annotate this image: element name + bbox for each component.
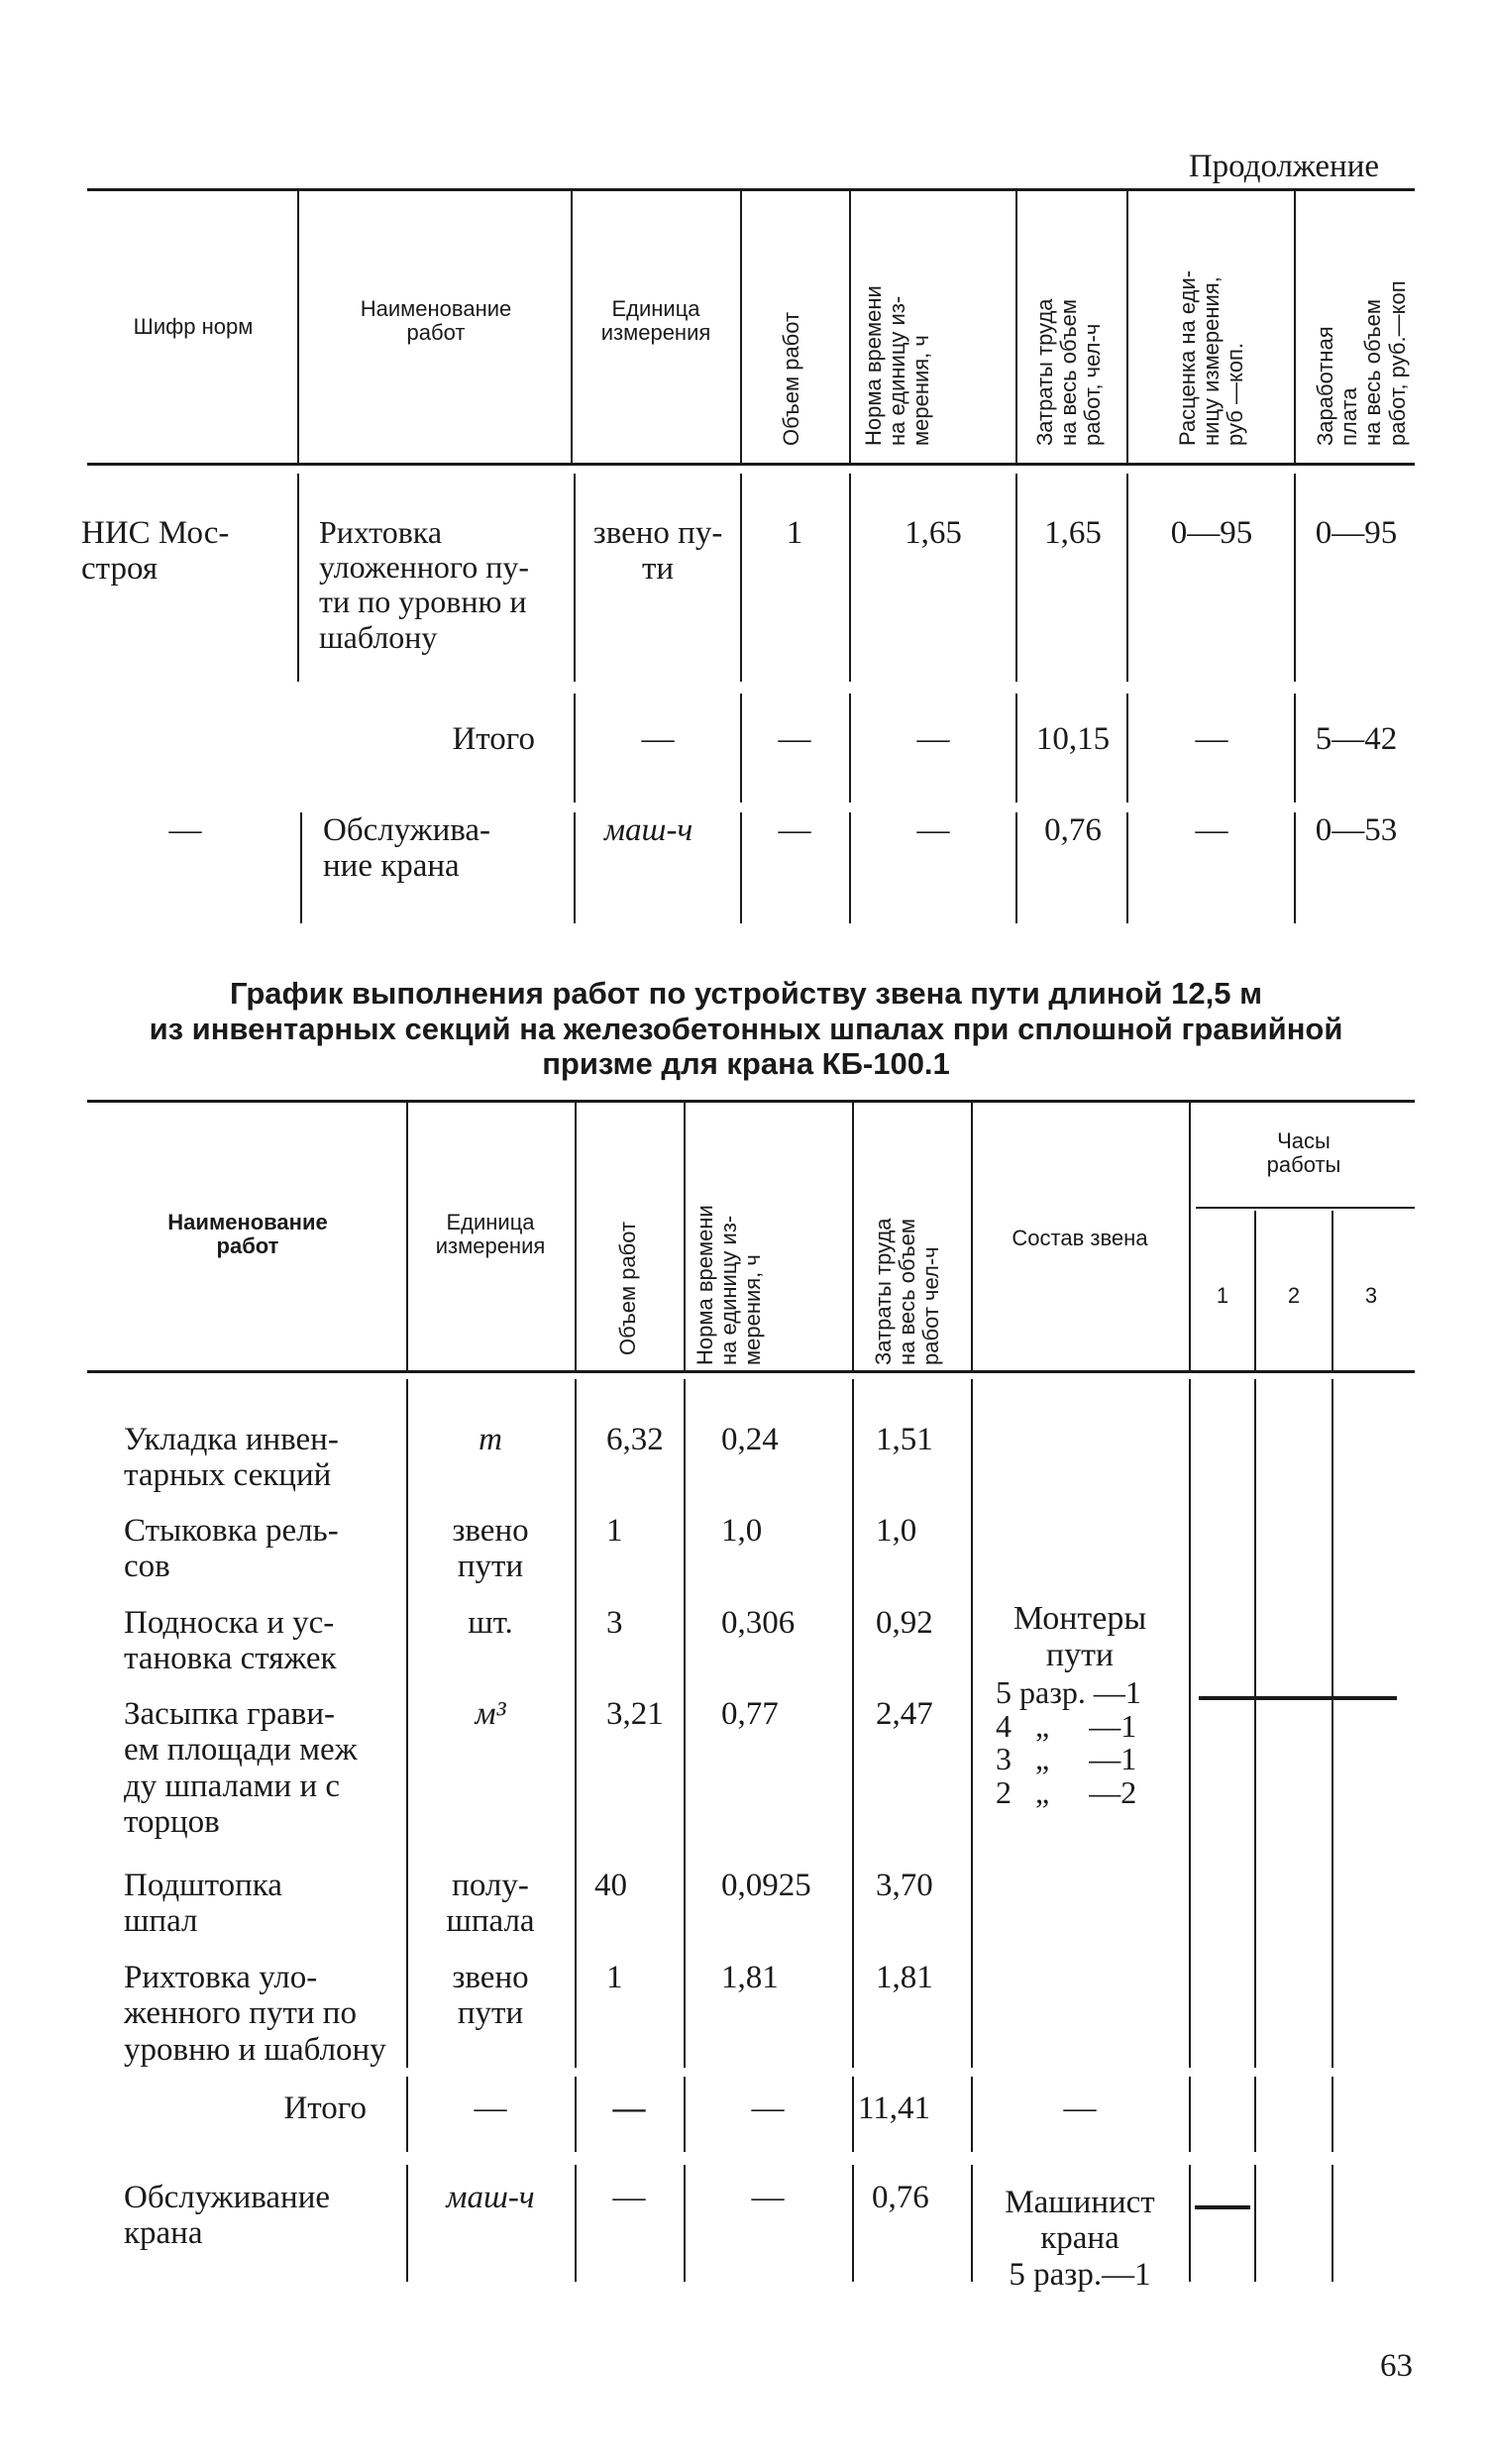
t1-header-wage: Заработная плата на весь объем работ, руб.—коп xyxy=(1313,280,1410,446)
t1-total-labor: 10,15 xyxy=(1035,721,1111,757)
t1-row-volume: 1 xyxy=(786,515,803,551)
t1-service-name: Обслужива- ние крана xyxy=(323,812,491,885)
t1-total-divider xyxy=(1015,694,1017,803)
t2-row-unit: звено пути xyxy=(452,1513,529,1585)
t2-row-name: Подноска и ус- тановка стяжек xyxy=(124,1605,337,1677)
t2-header-labor: Затраты труда на весь объем работ чел-ч xyxy=(871,1218,944,1365)
t2-crew-lines: 5 разр. —1 4 „ —1 3 „ —1 2 „ —2 xyxy=(996,1674,1141,1810)
t2-total-time-norm: — xyxy=(751,2090,785,2126)
t1-service-code: — xyxy=(168,812,202,848)
t2-header-name: Наименование работ xyxy=(167,1210,328,1259)
t2-service-crew: Машинист крана 5 разр.—1 xyxy=(1005,2185,1155,2293)
t1-service-divider xyxy=(300,812,302,923)
t2-row-unit: звено пути xyxy=(452,1960,529,2032)
t2-row-time-norm: 1,81 xyxy=(721,1960,779,1995)
t1-service-wage: 0—53 xyxy=(1315,812,1398,848)
t2-row-unit: т xyxy=(479,1422,502,1457)
t1-row-code: НИС Мос- строя xyxy=(81,515,230,588)
t1-service-unit: маш-ч xyxy=(604,812,693,848)
t1-row-time-norm: 1,65 xyxy=(905,515,962,551)
t1-hdr-divider xyxy=(1294,191,1296,463)
schedule-title: График выполнения работ по устройству звена пути длиной 12,5 м из инвентарных секций на железобетонных шпалах при сплошной гравийной призме для крана КБ-100.1 xyxy=(149,976,1343,1082)
gantt-bar-work xyxy=(1199,1696,1397,1700)
t1-row-name: Рихтовка уложенного пу- ти по уровню и шаблону xyxy=(319,514,530,655)
t1-total-unit: — xyxy=(641,721,675,757)
t2-body-divider xyxy=(1332,1379,1333,2068)
t1-total-label: Итого xyxy=(452,721,535,757)
t1-service-divider xyxy=(849,812,851,923)
page-number: 63 xyxy=(1380,2348,1413,2384)
t1-hdr-divider xyxy=(571,191,573,463)
t2-header-unit: Единица измерения xyxy=(435,1210,546,1259)
t2-service-divider xyxy=(1332,2165,1333,2282)
t1-total-divider xyxy=(1294,694,1296,803)
t2-row-labor: 2,47 xyxy=(876,1696,933,1732)
table-2-hours-rule xyxy=(1196,1207,1415,1209)
t2-body-divider xyxy=(684,1379,686,2068)
t2-hdr-divider xyxy=(1254,1211,1256,1370)
t2-total-divider xyxy=(1254,2077,1256,2152)
gantt-bar-crane xyxy=(1195,2205,1250,2209)
t2-service-divider xyxy=(1254,2165,1256,2282)
t2-service-time-norm: — xyxy=(751,2180,785,2215)
t2-row-name: Стыковка рель- сов xyxy=(124,1513,339,1585)
t1-row-labor: 1,65 xyxy=(1044,515,1102,551)
t1-hdr-divider xyxy=(1015,191,1017,463)
t2-header-hour-3: 3 xyxy=(1364,1283,1378,1308)
t1-service-divider xyxy=(574,812,576,923)
t2-total-labor: 11,41 xyxy=(858,2090,931,2126)
t2-row-unit: полу- шпала xyxy=(446,1868,535,1940)
t2-hdr-divider xyxy=(575,1103,577,1370)
t2-hdr-divider xyxy=(684,1103,686,1370)
t2-body-divider xyxy=(575,1379,577,2068)
t1-body-divider xyxy=(1294,474,1296,682)
t1-hdr-divider xyxy=(1126,191,1128,463)
t1-header-name: Наименование работ xyxy=(360,296,512,346)
t2-header-time-norm: Норма времени на единицу из- мерения, ч xyxy=(693,1205,766,1365)
t1-service-time-norm: — xyxy=(916,812,950,848)
t2-total-divider xyxy=(1189,2077,1191,2152)
t1-service-rate: — xyxy=(1195,812,1228,848)
table-2-top-rule xyxy=(87,1100,1415,1103)
t2-body-divider xyxy=(971,1379,973,2068)
t2-header-volume: Объем работ xyxy=(615,1221,640,1355)
t1-hdr-divider xyxy=(740,191,742,463)
t1-total-divider xyxy=(849,694,851,803)
t2-row-volume: 40 xyxy=(594,1868,627,1903)
t1-header-time-norm: Норма времени на единицу из- мерения, ч xyxy=(861,285,934,446)
t1-service-divider xyxy=(1126,812,1128,923)
t1-service-divider xyxy=(1015,812,1017,923)
table-1-top-rule xyxy=(87,188,1415,191)
t1-service-divider xyxy=(1294,812,1296,923)
t2-row-labor: 3,70 xyxy=(876,1868,933,1903)
t1-total-divider xyxy=(1126,694,1128,803)
t1-row-unit: звено пу- ти xyxy=(592,515,723,588)
t2-service-volume: — xyxy=(612,2180,646,2215)
t1-row-wage: 0—95 xyxy=(1315,515,1398,551)
t2-row-labor: 1,81 xyxy=(876,1960,933,1995)
table-1-header-rule xyxy=(87,463,1415,466)
t1-header-rate: Расценка на еди- ницу измерения, руб —коп. xyxy=(1175,269,1248,446)
t2-row-volume: 6,32 xyxy=(606,1422,664,1457)
t2-row-volume: 3 xyxy=(606,1605,623,1641)
t1-total-time-norm: — xyxy=(916,721,950,757)
t2-row-name: Укладка инвен- тарных секций xyxy=(124,1422,339,1494)
t2-row-name: Подштопка шпал xyxy=(124,1868,282,1940)
t1-total-rate: — xyxy=(1195,721,1228,757)
t1-body-divider xyxy=(1015,474,1017,682)
t2-total-unit: — xyxy=(474,2090,507,2126)
t1-header-labor: Затраты труда на весь объем работ, чел-ч xyxy=(1032,298,1106,446)
t1-body-divider xyxy=(1126,474,1128,682)
t2-service-name: Обслуживание крана xyxy=(124,2180,331,2252)
t2-row-name: Засыпка грави- ем площади меж ду шпалами и с торцов xyxy=(124,1696,358,1840)
t1-total-wage: 5—42 xyxy=(1315,721,1398,757)
t2-hdr-divider xyxy=(1189,1103,1191,1370)
t2-service-unit: маш-ч xyxy=(446,2180,535,2215)
t2-hdr-divider xyxy=(406,1103,408,1370)
t2-total-volume: — xyxy=(612,2090,646,2126)
t2-hdr-divider xyxy=(852,1103,854,1370)
t2-total-divider xyxy=(852,2077,854,2152)
t1-service-volume: — xyxy=(778,812,811,848)
t2-row-labor: 1,0 xyxy=(876,1513,917,1549)
t1-header-volume: Объем работ xyxy=(779,311,803,446)
t2-row-time-norm: 1,0 xyxy=(721,1513,763,1549)
continuation-label: Продолжение xyxy=(1188,149,1379,184)
t2-header-hours: Часы работы xyxy=(1266,1128,1341,1178)
t1-hdr-divider xyxy=(849,191,851,463)
t1-hdr-divider xyxy=(297,191,299,463)
t2-crew-title: Монтеры пути xyxy=(1012,1600,1147,1674)
t1-total-volume: — xyxy=(778,721,811,757)
t2-row-time-norm: 0,0925 xyxy=(721,1868,811,1903)
t2-service-labor: 0,76 xyxy=(872,2180,929,2215)
t2-row-time-norm: 0,77 xyxy=(721,1696,779,1732)
t2-row-labor: 1,51 xyxy=(876,1422,933,1457)
t2-row-volume: 1 xyxy=(606,1513,623,1549)
t2-hdr-divider xyxy=(1332,1211,1333,1370)
t2-row-unit: м³ xyxy=(475,1696,506,1732)
t1-body-divider xyxy=(849,474,851,682)
t1-row-rate: 0—95 xyxy=(1170,515,1253,551)
t2-row-volume: 1 xyxy=(606,1960,623,1995)
t2-row-name: Рихтовка уло- женного пути по уровню и шаблону xyxy=(124,1960,386,2068)
t2-row-unit: шт. xyxy=(468,1605,513,1641)
t2-row-labor: 0,92 xyxy=(876,1605,933,1641)
t2-service-divider xyxy=(1189,2165,1191,2282)
t2-body-divider xyxy=(1254,1379,1256,2068)
t2-body-divider xyxy=(852,1379,854,2068)
table-2-header-rule xyxy=(87,1370,1415,1373)
t2-total-crew: — xyxy=(1063,2090,1097,2126)
t2-total-label: Итого xyxy=(283,2090,367,2126)
t1-service-labor: 0,76 xyxy=(1044,812,1102,848)
t2-row-volume: 3,21 xyxy=(606,1696,664,1732)
t2-row-time-norm: 0,24 xyxy=(721,1422,779,1457)
t2-header-hour-1: 1 xyxy=(1216,1283,1229,1308)
t1-header-unit: Единица измерения xyxy=(600,296,711,346)
t1-header-code: Шифр норм xyxy=(133,314,254,339)
t2-row-time-norm: 0,306 xyxy=(721,1605,796,1641)
t1-body-divider xyxy=(297,474,299,682)
t2-body-divider xyxy=(1189,1379,1191,2068)
t2-total-divider xyxy=(1332,2077,1333,2152)
t2-header-crew: Состав звена xyxy=(1012,1226,1148,1250)
t2-header-hour-2: 2 xyxy=(1287,1283,1301,1308)
t2-service-divider xyxy=(852,2165,854,2282)
